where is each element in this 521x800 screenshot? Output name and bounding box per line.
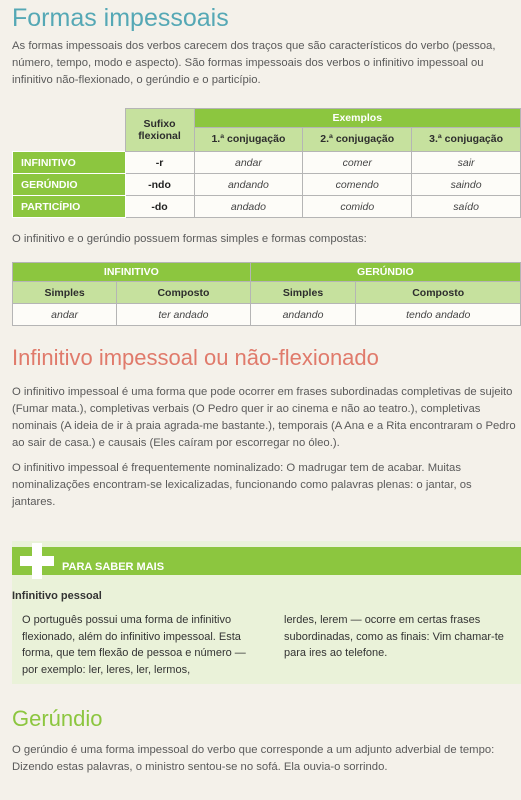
plus-icon	[20, 543, 54, 579]
compound-forms-table	[12, 262, 521, 326]
row-label: PARTICÍPIO	[13, 196, 126, 218]
header-conj-1: 1.ª conjugação	[194, 127, 303, 151]
table-row	[13, 196, 521, 218]
table-row	[13, 152, 521, 174]
verb-forms-table	[12, 108, 521, 218]
header-simples: Simples	[250, 282, 356, 304]
section-title-formas-impessoais: Formas impessoais	[12, 4, 229, 32]
section-title-gerundio: Gerúndio	[12, 706, 103, 731]
suffix-cell: -r	[125, 152, 194, 174]
header-conj-3: 3.ª conjugação	[412, 127, 521, 151]
value-cell: tendo andado	[356, 304, 521, 326]
info-box-right-text: lerdes, lerem — ocorre em certas frases subordinadas, como as finais: Vim chamar-te para ires ao telefone.	[284, 614, 504, 659]
section-title-infinitivo-impessoal: Infinitivo impessoal ou não-flexionado	[12, 345, 379, 370]
infinitivo-paragraph-2: O infinitivo impessoal é frequentemente nominalizado: O madrugar tem de acabar. Muitas nominalizações encontram-se lexicalizadas, funcionando como palavras plenas: o jantar, os jantares.	[12, 462, 472, 508]
header-simples: Simples	[13, 282, 117, 304]
forms-paragraph: O infinitivo e o gerúndio possuem formas simples e formas compostas:	[12, 233, 367, 245]
suffix-cell: -do	[125, 196, 194, 218]
intro-paragraph: As formas impessoais dos verbos carecem dos traços que são característicos do verbo (pessoa, número, tempo, modo e aspecto). São formas impessoais dos verbos o infinitivo impessoal ou infinitivo não-flexionado, o gerúndio e o particípio.	[12, 40, 496, 86]
value-cell: ter andado	[117, 304, 251, 326]
value-cell: andar	[13, 304, 117, 326]
info-box-header	[12, 547, 521, 575]
info-box-title: PARA SABER MAIS	[62, 561, 165, 573]
example-cell: andar	[194, 152, 303, 174]
row-label: GERÚNDIO	[13, 174, 126, 196]
header-examples: Exemplos	[194, 109, 521, 128]
suffix-cell: -ndo	[125, 174, 194, 196]
example-cell: andando	[194, 174, 303, 196]
table-row	[13, 304, 521, 326]
example-cell: andado	[194, 196, 303, 218]
header-infinitivo: INFINITIVO	[13, 263, 251, 282]
header-composto: Composto	[356, 282, 521, 304]
info-box-left-text: O português possui uma forma de infinitivo flexionado, além do infinitivo impessoal. Esta forma, que tem flexão de pessoa e número — por exemplo: ler, leres, ler, lermos,	[22, 614, 246, 676]
info-box-subtitle: Infinitivo pessoal	[12, 590, 102, 602]
gerundio-paragraph: O gerúndio é uma forma impessoal do verbo que corresponde a um adjunto adverbial de tempo: Dizendo estas palavras, o ministro sentou-se no sofá. Ela ouvia-o sorrindo.	[12, 744, 495, 773]
value-cell: andando	[250, 304, 356, 326]
example-cell: comido	[303, 196, 412, 218]
header-suffix: Sufixo flexional	[125, 109, 194, 152]
example-cell: comer	[303, 152, 412, 174]
example-cell: sair	[412, 152, 521, 174]
infinitivo-paragraph-1: O infinitivo impessoal é uma forma que pode ocorrer em frases subordinadas completivas de sujeito (Fumar mata.), completivas verbais (O Pedro quer ir ao cinema e não ao teatro.), completivas nominais (A ideia de ir à praia agrada-me bastante.), temporais (A Ana e a Rita encontraram o Pedro ao sair de casa.) e causais (Eles caíram por escorregar no óleo.).	[12, 386, 516, 449]
row-label: INFINITIVO	[13, 152, 126, 174]
header-gerundio: GERÚNDIO	[250, 263, 520, 282]
header-conj-2: 2.ª conjugação	[303, 127, 412, 151]
example-cell: saindo	[412, 174, 521, 196]
table-row	[13, 174, 521, 196]
header-composto: Composto	[117, 282, 251, 304]
example-cell: saído	[412, 196, 521, 218]
example-cell: comendo	[303, 174, 412, 196]
